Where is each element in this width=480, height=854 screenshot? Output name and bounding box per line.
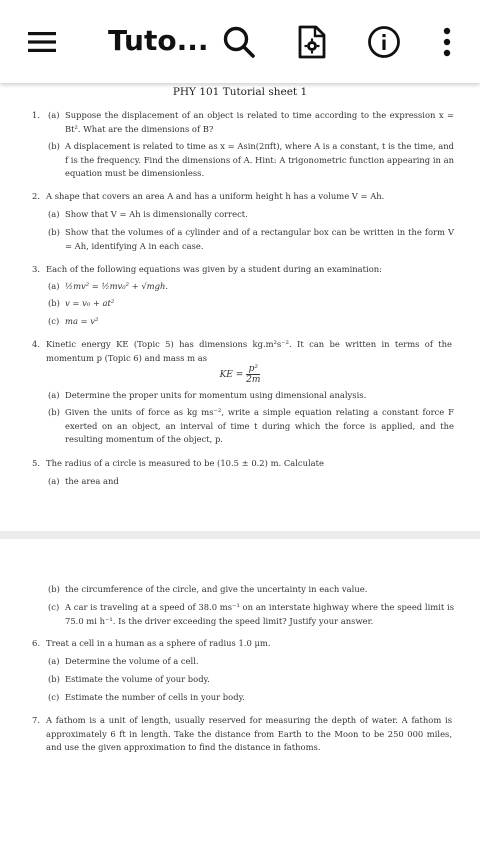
part-label: (b) xyxy=(48,674,60,684)
part-text: Given the units of force as kg ms⁻², write a simple equation relating a constant force F exerted on an object, an interval of time t during which the force is applied, and the resulting momentum of the object, p. xyxy=(65,407,454,445)
question-6b xyxy=(48,673,454,687)
part-text: Show that V = Ah is dimensionally correct. xyxy=(65,209,248,219)
question-1a xyxy=(48,109,454,136)
part-label: (b) xyxy=(48,407,60,417)
question-number: 1. xyxy=(32,110,40,120)
question-1b xyxy=(48,140,454,181)
question-3a xyxy=(48,280,454,294)
part-label: (b) xyxy=(48,298,60,308)
kinetic-energy-formula xyxy=(0,364,480,385)
part-text: ½mv² = ½mv₀² + √mgh. xyxy=(65,281,169,291)
question-stem: The radius of a circle is measured to be (10.5 ± 0.2) m. Calculate xyxy=(46,458,324,468)
question-5c xyxy=(48,601,454,628)
question-stem: A fathom is a unit of length, usually reserved for measuring the depth of water. A fathom is approximately 6 ft in length. Take the distance from Earth to the Moon to be 250 000 miles, and use the given approximation to find the distance in fathoms. xyxy=(46,715,452,753)
question-7 xyxy=(32,714,452,755)
question-2 xyxy=(32,190,452,204)
question-6a xyxy=(48,655,454,669)
question-stem: Treat a cell in a human as a sphere of radius 1.0 μm. xyxy=(46,638,271,648)
part-label: (c) xyxy=(48,602,60,612)
formula-fraction xyxy=(246,364,260,385)
info-icon[interactable] xyxy=(367,25,401,59)
formula-lhs: KE = xyxy=(219,370,244,380)
question-5b xyxy=(48,583,454,597)
question-3c xyxy=(48,315,454,329)
part-label: (c) xyxy=(48,692,60,702)
part-label: (a) xyxy=(48,281,60,291)
more-vert-icon[interactable] xyxy=(438,27,456,57)
part-label: (a) xyxy=(48,209,60,219)
part-label: (b) xyxy=(48,141,60,151)
part-label: (b) xyxy=(48,584,60,594)
question-4a xyxy=(48,389,454,403)
question-3 xyxy=(32,263,452,277)
part-text: Show that the volumes of a cylinder and of a rectangular box can be written in the form V = Ah, identifying A in each case. xyxy=(65,227,454,251)
part-label: (a) xyxy=(48,476,60,486)
question-3b xyxy=(48,297,454,311)
formula-denominator: 2m xyxy=(246,375,261,385)
app-bar xyxy=(0,0,480,83)
document-title: Tuto... xyxy=(108,24,209,57)
part-text: Determine the volume of a cell. xyxy=(65,656,199,666)
question-5a xyxy=(48,475,454,489)
menu-icon[interactable] xyxy=(27,27,57,57)
part-label: (a) xyxy=(48,390,60,400)
question-number: 3. xyxy=(32,264,40,274)
question-stem: Kinetic energy KE (Topic 5) has dimensions kg.m²s⁻². It can be written in terms of the momentum p (Topic 6) and mass m as xyxy=(46,339,452,363)
pdf-page-1[interactable] xyxy=(0,83,480,531)
pdf-page-2[interactable] xyxy=(0,539,480,854)
part-text: A car is traveling at a speed of 38.0 ms⁻¹ on an interstate highway where the speed limit is 75.0 mi h⁻¹. Is the driver exceeding the speed limit? Justify your answer. xyxy=(65,602,454,626)
part-label: (a) xyxy=(48,656,60,666)
part-label: (b) xyxy=(48,227,60,237)
question-2b xyxy=(48,226,454,253)
part-label: (a) xyxy=(48,110,60,120)
search-icon[interactable] xyxy=(222,25,256,59)
part-text: A displacement is related to time as x = Asin(2πft), where A is a constant, t is the time, and f is the frequency. Find the dimensions of A. Hint: A trigonometric function appearing in an equation must be dimensionless. xyxy=(65,141,454,179)
question-stem: A shape that covers an area A and has a uniform height h has a volume V = Ah. xyxy=(46,191,385,201)
page-separator xyxy=(0,531,480,539)
question-5 xyxy=(32,457,452,471)
part-text: Estimate the number of cells in your body. xyxy=(65,692,245,702)
question-number: 4. xyxy=(32,339,40,349)
part-text: Estimate the volume of your body. xyxy=(65,674,210,684)
formula-numerator: p² xyxy=(246,364,260,375)
part-text: ma = v² xyxy=(65,316,99,326)
sheet-title: PHY 101 Tutorial sheet 1 xyxy=(172,86,308,98)
question-4b xyxy=(48,406,454,447)
question-2a xyxy=(48,208,454,222)
part-text: Suppose the displacement of an object is related to time according to the expression x = Bt². What are the dimensions of B? xyxy=(65,110,454,134)
question-stem: Each of the following equations was given by a student during an examination: xyxy=(46,264,382,274)
question-4 xyxy=(32,338,452,365)
question-number: 6. xyxy=(32,638,40,648)
document-settings-icon[interactable] xyxy=(297,25,327,59)
question-6 xyxy=(32,637,452,651)
part-text: the circumference of the circle, and give the uncertainty in each value. xyxy=(65,584,368,594)
question-6c xyxy=(48,691,454,705)
question-number: 7. xyxy=(32,715,40,725)
part-label: (c) xyxy=(48,316,60,326)
question-number: 2. xyxy=(32,191,40,201)
part-text: v = v₀ + at² xyxy=(65,298,115,308)
part-text: Determine the proper units for momentum using dimensional analysis. xyxy=(65,390,367,400)
part-text: the area and xyxy=(65,476,119,486)
question-number: 5. xyxy=(32,458,40,468)
